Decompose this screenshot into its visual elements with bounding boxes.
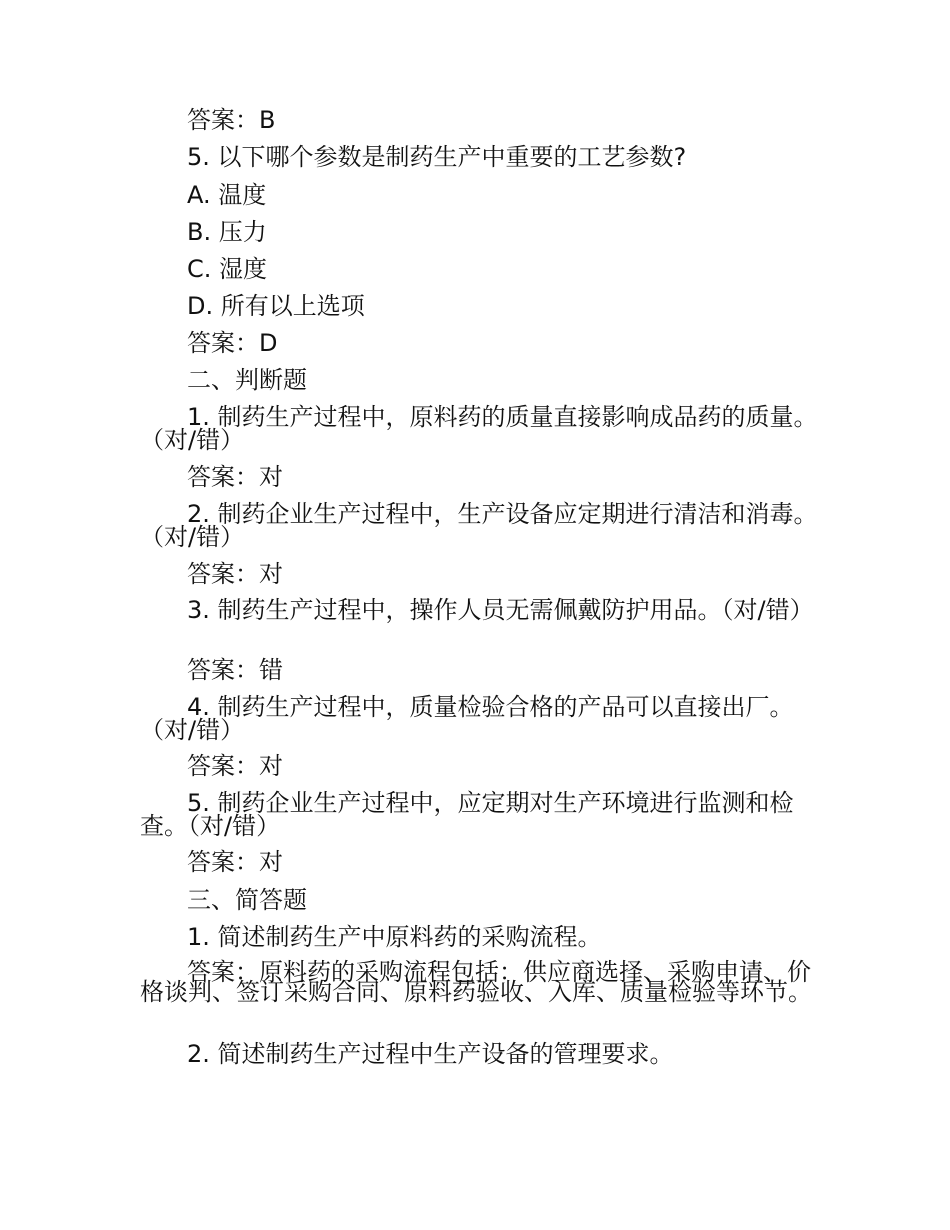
q5-option-a: A. 温度 (187, 181, 267, 209)
tf-answer-2: 答案：对 (187, 560, 283, 588)
short-answer-1: 答案：原料药的采购流程包括：供应商选择、采购申请、价格谈判、签订采购合同、原料药验收、入库、质量检验等环节。 (140, 958, 812, 1006)
tf-question-3: 3. 制药生产过程中，操作人员无需佩戴防护用品。（对/错） (187, 596, 814, 624)
tf-question-5: 5. 制药企业生产过程中，应定期对生产环境进行监测和检查。（对/错） (140, 789, 794, 840)
short-question-2: 2. 简述制药生产过程中生产设备的管理要求。 (187, 1040, 674, 1068)
q5-option-c: C. 湿度 (187, 255, 268, 283)
q4-answer: 答案：B (187, 106, 276, 134)
q5-option-b: B. 压力 (187, 218, 267, 246)
q5-question: 5. 以下哪个参数是制药生产中重要的工艺参数? (187, 143, 687, 171)
q5-answer: 答案：D (187, 329, 278, 357)
section3-title: 三、简答题 (187, 886, 307, 914)
tf-answer-3: 答案：错 (187, 656, 283, 684)
tf-answer-1: 答案：对 (187, 463, 283, 491)
section2-title: 二、判断题 (187, 366, 307, 394)
short-question-1: 1. 简述制药生产中原料药的采购流程。 (187, 923, 602, 951)
tf-answer-5: 答案：对 (187, 848, 283, 876)
q5-option-d: D. 所有以上选项 (187, 292, 365, 320)
tf-question-4: 4. 制药生产过程中，质量检验合格的产品可以直接出厂。（对/错） (140, 693, 794, 744)
tf-answer-4: 答案：对 (187, 752, 283, 780)
tf-question-1: 1. 制药生产过程中，原料药的质量直接影响成品药的质量。（对/错） (140, 403, 818, 454)
tf-question-2: 2. 制药企业生产过程中，生产设备应定期进行清洁和消毒。（对/错） (140, 500, 818, 551)
